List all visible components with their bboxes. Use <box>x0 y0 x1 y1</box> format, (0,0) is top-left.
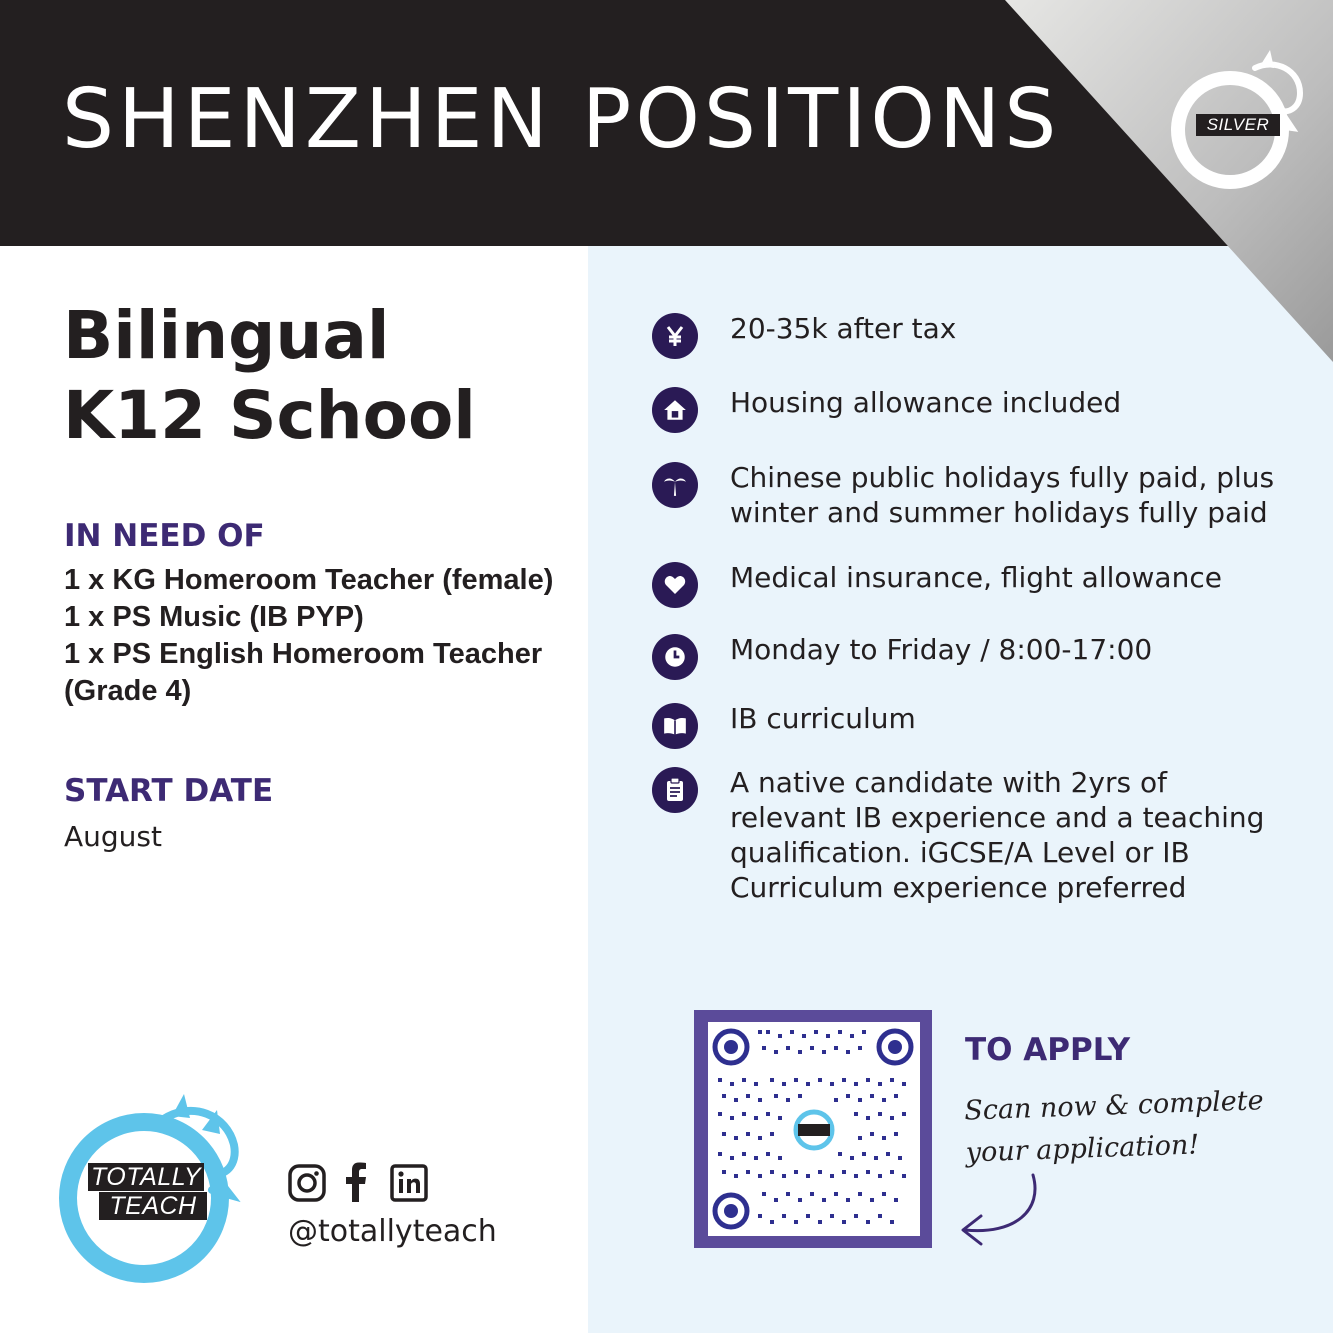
heart-icon <box>652 562 698 608</box>
benefit-text: IB curriculum <box>730 702 916 735</box>
benefit-text: A native candidate with 2yrs of relevant IB experience and a teaching qualification. iGCSE/A Level or IB Curriculum experience preferred <box>730 766 1265 904</box>
benefit-text: Chinese public holidays fully paid, plus winter and summer holidays fully paid <box>730 461 1275 529</box>
clipboard-icon <box>652 767 698 813</box>
logo-text-line2: TEACH <box>99 1192 207 1220</box>
school-name-line1: Bilingual <box>63 297 390 374</box>
start-date-heading: START DATE <box>64 773 274 809</box>
benefit-text: Housing allowance included <box>730 386 1122 419</box>
book-icon <box>652 703 698 749</box>
school-name-line2: K12 School <box>63 377 476 454</box>
arrow-icon <box>955 1170 1050 1255</box>
positions-list <box>64 562 564 710</box>
position-item: 1 x KG Homeroom Teacher (female) <box>64 564 554 596</box>
benefit-text: Monday to Friday / 8:00-17:00 <box>730 633 1153 666</box>
position-item: (Grade 4) <box>64 675 192 707</box>
position-item: 1 x PS Music (IB PYP) <box>64 601 364 633</box>
position-item: 1 x PS English Homeroom Teacher <box>64 638 543 670</box>
school-name <box>63 296 563 456</box>
benefit-text: 20-35k after tax <box>730 312 957 345</box>
in-need-of-heading: IN NEED OF <box>64 518 265 554</box>
logo-text-line1: TOTALLY <box>88 1163 204 1191</box>
palm-tree-icon <box>652 462 698 508</box>
apply-instruction: Scan now & complete your application! <box>963 1085 1265 1169</box>
linkedin-icon[interactable] <box>390 1164 428 1202</box>
house-icon <box>652 387 698 433</box>
page-title: SHENZHEN POSITIONS <box>62 72 1061 167</box>
instagram-icon[interactable] <box>288 1164 326 1202</box>
to-apply-heading: TO APPLY <box>965 1032 1131 1068</box>
benefit-text: Medical insurance, flight allowance <box>730 561 1222 594</box>
facebook-icon[interactable] <box>344 1162 368 1202</box>
silver-badge-label: SILVER <box>1196 114 1280 136</box>
qr-pattern-icon <box>708 1022 920 1236</box>
start-date-value: August <box>64 820 162 853</box>
social-links <box>288 1162 438 1204</box>
yen-icon <box>652 313 698 359</box>
clock-icon <box>652 634 698 680</box>
social-handle[interactable]: @totallyteach <box>288 1214 497 1249</box>
qr-code[interactable] <box>708 1022 920 1236</box>
